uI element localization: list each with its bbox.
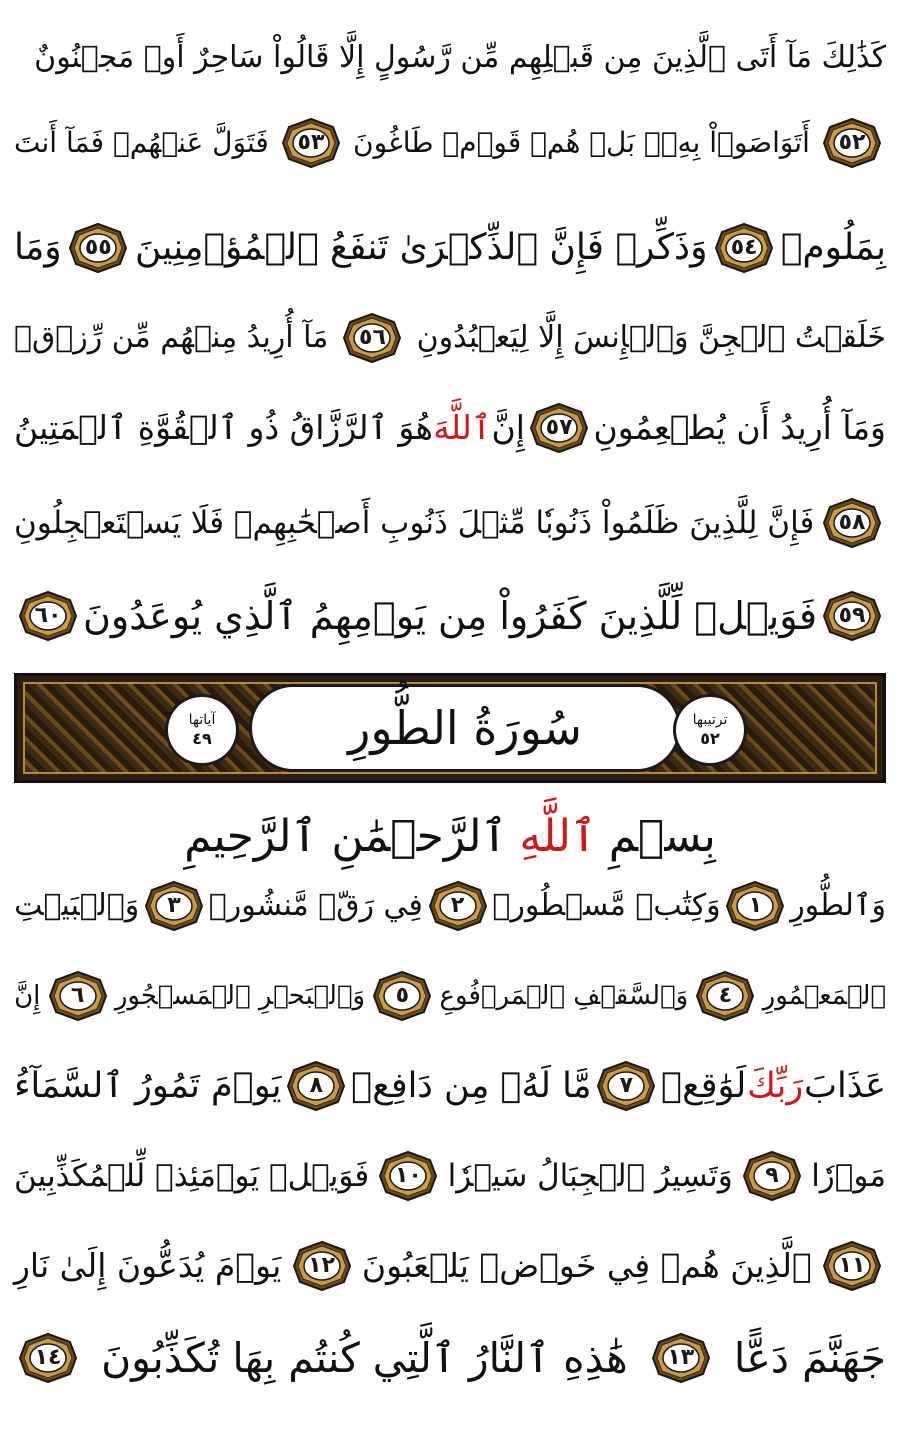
surah-order-medallion bbox=[673, 694, 747, 766]
verse-text: وَكِتَٰبٖ مَّسۡطُورٖ bbox=[492, 888, 721, 923]
surah-title: سُورَةُ الطُّورِ bbox=[249, 684, 681, 772]
verse-text: خَلَقۡتُ ٱلۡجِنَّ وَٱلۡإِنسَ إِلَّا لِيَعۡبُدُونِ bbox=[416, 320, 886, 355]
verse-text: وَذَكِّرۡ فَإِنَّ ٱلذِّكۡرَىٰ تَنفَعُ ٱلۡمُؤۡمِنِينَ bbox=[134, 227, 708, 268]
verse-text: عَذَابَ bbox=[804, 1066, 886, 1106]
ayah-end-marker-icon bbox=[18, 1332, 78, 1384]
ayah-end-marker-icon bbox=[596, 1060, 656, 1112]
ayah-number: ٥٨ bbox=[838, 510, 866, 535]
verse-line bbox=[14, 580, 886, 652]
ayah-number: ١٤ bbox=[34, 1345, 62, 1370]
verse-text: لَوَٰقِعٞ bbox=[661, 1066, 747, 1106]
verse-text: كَذَٰلِكَ مَآ أَتَى ٱلَّذِينَ مِن قَبۡلِهِم مِّن رَّسُولٍ إِلَّا قَالُواْ سَاحِرٌ أَوۡ مَجۡنُونٌ bbox=[34, 40, 886, 75]
verse-line bbox=[14, 487, 886, 559]
ayah-number: ٥٩ bbox=[838, 603, 866, 628]
verse-text: فَإِنَّ لِلَّذِينَ ظَلَمُواْ ذَنُوبٗا مِّثۡلَ ذَنُوبِ أَصۡحَٰبِهِمۡ فَلَا يَسۡتَعۡجِلُونِ bbox=[14, 505, 815, 541]
verse-text: يَوۡمَ تَمُورُ ٱلسَّمَآءُ bbox=[14, 1066, 282, 1106]
ayah-end-marker-icon bbox=[428, 880, 488, 932]
ayah-end-marker-icon bbox=[372, 970, 432, 1022]
verse-line bbox=[14, 302, 886, 374]
ayah-number: ٥٤ bbox=[730, 235, 758, 260]
ayah-end-marker-icon bbox=[822, 590, 882, 642]
ayah-end-marker-icon bbox=[742, 1150, 802, 1202]
verse-text: هَٰذِهِ ٱلنَّارُ ٱلَّتِي كُنتُم بِهَا تُكَذِّبُونَ bbox=[101, 1334, 628, 1382]
verse-line bbox=[14, 22, 886, 94]
verse-text: فَتَوَلَّ عَنۡهُمۡ فَمَآ أَنتَ bbox=[14, 126, 269, 159]
basmala-allah: ٱللَّهِ bbox=[519, 810, 597, 862]
verse-count-label: آياتها bbox=[188, 712, 216, 728]
verse-text: وَٱلسَّقۡفِ ٱلۡمَرۡفُوعِ bbox=[439, 981, 689, 1011]
ayah-end-marker-icon bbox=[281, 117, 341, 169]
ayah-number: ٦٠ bbox=[34, 603, 62, 628]
ayah-end-marker-icon bbox=[68, 222, 128, 274]
ayah-end-marker-icon bbox=[822, 117, 882, 169]
ayah-end-marker-icon bbox=[695, 970, 755, 1022]
ayah-end-marker-icon bbox=[714, 222, 774, 274]
ayah-number: ١١ bbox=[838, 1253, 866, 1278]
verse-line bbox=[14, 1322, 886, 1394]
verse-count-medallion bbox=[165, 694, 239, 766]
verse-text: إِنَّ bbox=[14, 981, 41, 1011]
surah-order-value: ٥٢ bbox=[700, 729, 720, 748]
ayah-number: ٥ bbox=[395, 983, 410, 1008]
verse-text: مَآ أُرِيدُ مِنۡهُم مِّن رِّزۡقٖ bbox=[14, 320, 329, 355]
ayah-end-marker-icon bbox=[822, 497, 882, 549]
ayah-number: ٨ bbox=[309, 1073, 324, 1098]
divine-name-text: ٱللَّهَ bbox=[433, 408, 492, 447]
verse-text: ٱلَّذِينَ هُمۡ فِي خَوۡضٖ يَلۡعَبُونَ bbox=[361, 1246, 812, 1285]
ayah-end-marker-icon bbox=[342, 312, 402, 364]
ayah-number: ٤ bbox=[718, 983, 733, 1008]
ayah-end-marker-icon bbox=[651, 1332, 711, 1384]
ayah-number: ١٣ bbox=[667, 1345, 695, 1370]
ayah-number: ٥٥ bbox=[84, 235, 112, 260]
ayah-number: ٥٦ bbox=[359, 325, 386, 350]
verse-text: مَّا لَهُۥ مِن دَافِعٖ bbox=[351, 1066, 592, 1106]
verse-line bbox=[14, 870, 886, 942]
ayah-number: ١٢ bbox=[308, 1253, 336, 1278]
verse-count-value: ٤٩ bbox=[192, 729, 212, 748]
verse-text: وَٱلۡبَيۡتِ bbox=[14, 888, 140, 923]
verse-text: جَهَنَّمَ دَعًّا bbox=[733, 1334, 886, 1382]
divine-name-text: رَبِّكَ bbox=[747, 1066, 804, 1106]
verse-text: وَمَا bbox=[14, 227, 62, 268]
verse-text: يَوۡمَ يُدَعُّونَ إِلَىٰ نَارِ bbox=[14, 1246, 282, 1285]
ayah-end-marker-icon bbox=[529, 402, 589, 454]
verse-text: أَتَوَاصَوۡاْ بِهِۦۚ بَلۡ هُمۡ قَوۡمٞ طَاغُونَ bbox=[353, 126, 810, 159]
verse-text: وَٱلطُّورِ bbox=[790, 888, 886, 923]
verse-text: مَوۡرٗا bbox=[811, 1158, 886, 1194]
verse-line bbox=[14, 212, 886, 284]
verse-line bbox=[14, 107, 886, 179]
ayah-end-marker-icon bbox=[48, 970, 108, 1022]
verse-text: فَوَيۡلٞ يَوۡمَئِذٖ لِّلۡمُكَذِّبِينَ bbox=[14, 1158, 370, 1194]
verse-line bbox=[14, 960, 886, 1032]
verse-text: هُوَ ٱلرَّزَّاقُ ذُو ٱلۡقُوَّةِ ٱلۡمَتِينُ bbox=[14, 408, 433, 447]
ayah-number: ٥٣ bbox=[297, 130, 325, 155]
ayah-number: ٧ bbox=[619, 1073, 634, 1098]
basmala bbox=[0, 800, 900, 872]
surah-order-label: ترتيبها bbox=[692, 712, 728, 728]
ayah-number: ٢ bbox=[450, 893, 465, 918]
ayah-number: ١٠ bbox=[395, 1163, 422, 1188]
ayah-end-marker-icon bbox=[18, 590, 78, 642]
verse-line bbox=[14, 1230, 886, 1302]
surah-header bbox=[14, 673, 886, 783]
verse-text: وَٱلۡبَحۡرِ ٱلۡمَسۡجُورِ bbox=[114, 981, 366, 1011]
ayah-number: ١ bbox=[748, 893, 763, 918]
verse-text: فِي رَقّٖ مَّنشُورٖ bbox=[208, 888, 423, 923]
ayah-end-marker-icon bbox=[292, 1240, 352, 1292]
ayah-number: ٥٧ bbox=[545, 415, 573, 440]
ayah-number: ٦ bbox=[70, 983, 85, 1008]
verse-line bbox=[14, 392, 886, 464]
ayah-end-marker-icon bbox=[725, 880, 785, 932]
verse-text: إِنَّ bbox=[491, 408, 525, 447]
verse-line bbox=[14, 1140, 886, 1212]
basmala-bism: بِسۡمِ bbox=[608, 810, 716, 862]
verse-text: ٱلۡمَعۡمُورِ bbox=[762, 981, 886, 1011]
verse-text: وَتَسِيرُ ٱلۡجِبَالُ سَيۡرٗا bbox=[447, 1158, 733, 1194]
ayah-end-marker-icon bbox=[822, 1240, 882, 1292]
ayah-end-marker-icon bbox=[378, 1150, 438, 1202]
ayah-end-marker-icon bbox=[286, 1060, 346, 1112]
verse-text: فَوَيۡلٞ لِّلَّذِينَ كَفَرُواْ مِن يَوۡمِهِمُ ٱلَّذِي يُوعَدُونَ bbox=[82, 594, 818, 638]
verse-line bbox=[14, 1050, 886, 1122]
verse-text: وَمَآ أُرِيدُ أَن يُطۡعِمُونِ bbox=[593, 408, 886, 447]
ayah-number: ٥٢ bbox=[838, 130, 866, 155]
verse-text: بِمَلُومٖ bbox=[780, 227, 886, 268]
ayah-number: ٣ bbox=[167, 893, 181, 918]
ayah-end-marker-icon bbox=[144, 880, 204, 932]
ayah-number: ٩ bbox=[765, 1163, 779, 1188]
basmala-rahman-rahim: ٱلرَّحۡمَٰنِ ٱلرَّحِيمِ bbox=[184, 810, 508, 862]
